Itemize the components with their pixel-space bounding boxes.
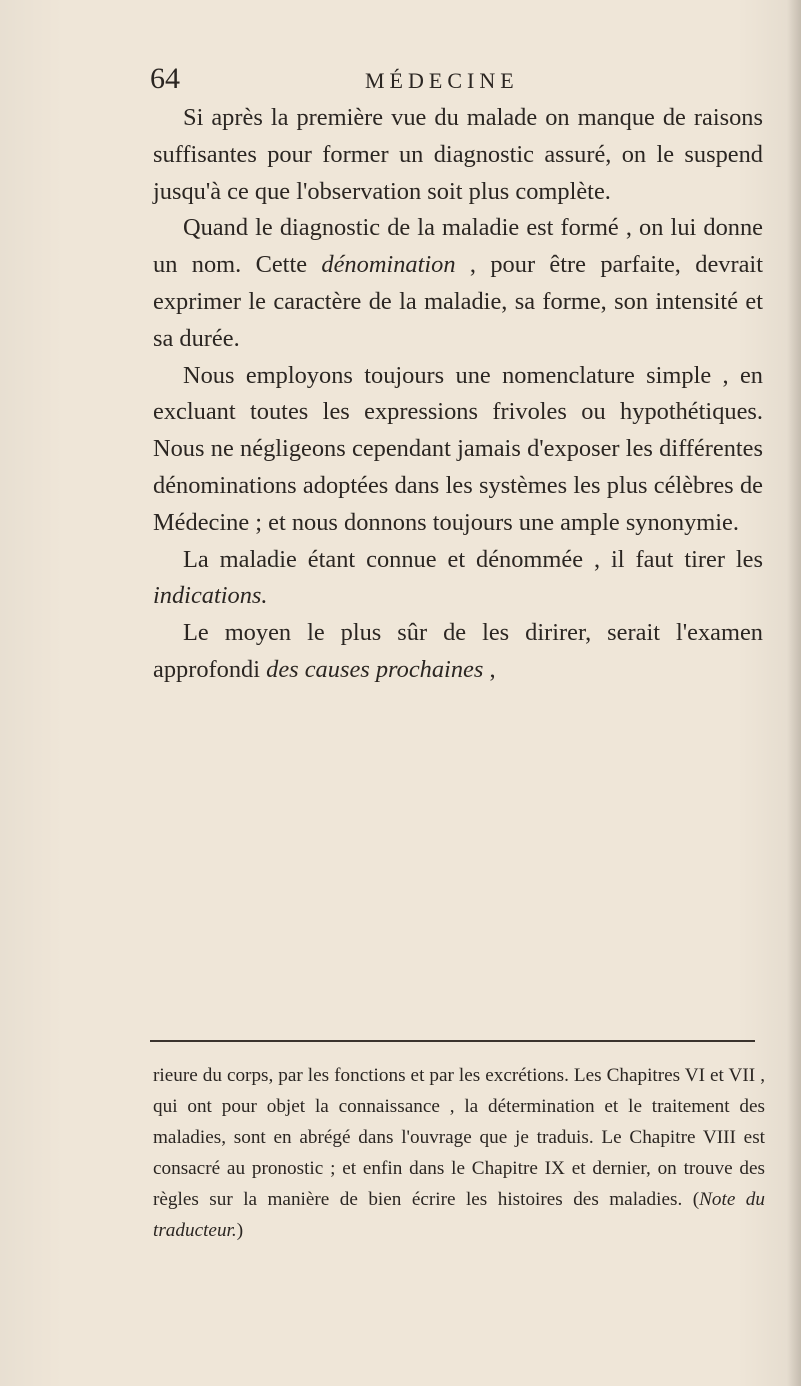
footnote-text-before: rieure du corps, par les fonctions et par les excrétions. Les Chapitres VI et VII , qui ont pour objet la connaissance , la détermination et le traitement des maladies, sont en abrégé dans l'ouvrage que je traduis. Le Chapitre VIII est consacré au pronostic ; et enfin dans le Chapitre IX et dernier, on trouve des règles sur la manière de bien écrire les histoires des maladies. ( bbox=[153, 1065, 765, 1210]
footnote-italic-note: Note du traducteur. bbox=[153, 1189, 765, 1241]
paragraph-5-text-before: Le moyen le plus sûr de les dirirer, serait l'examen approfondi bbox=[153, 619, 763, 683]
paragraph-1-text: Si après la première vue du malade on manque de raisons suffisantes pour former un diagnostic assuré, on le suspend jusqu'à ce que l'observation soit plus complète. bbox=[153, 104, 763, 205]
paragraph-3 bbox=[153, 358, 763, 542]
page-header bbox=[150, 52, 740, 102]
paragraph-1 bbox=[153, 100, 763, 210]
paragraph-4 bbox=[153, 542, 763, 616]
footnote-text-after: ) bbox=[236, 1220, 244, 1241]
paragraph-4-text-before: La maladie étant connue et dénommée , il faut tirer les bbox=[183, 545, 763, 573]
footnote-separator-rule bbox=[150, 1040, 755, 1042]
paragraph-5-italic-term: des causes prochaines bbox=[266, 655, 484, 683]
paragraph-2-italic-term: dénomination bbox=[321, 251, 456, 279]
footnote bbox=[153, 1060, 765, 1246]
paragraph-4-italic-term: indications. bbox=[153, 582, 268, 610]
page-number: 64 bbox=[150, 62, 180, 95]
page-edge-shadow bbox=[787, 0, 801, 1386]
paragraph-2-text-after: , pour être parfaite, devrait exprimer le caractère de la maladie, sa forme, son intensité et sa durée. bbox=[153, 251, 763, 352]
footnote-paragraph bbox=[153, 1060, 765, 1246]
paragraph-2-text-before: Quand le diagnostic de la maladie est formé , on lui donne un nom. Cette bbox=[153, 214, 763, 279]
running-head: MÉDECINE bbox=[365, 68, 519, 93]
paragraph-5 bbox=[153, 615, 763, 689]
paragraph-2 bbox=[153, 210, 763, 357]
paragraph-5-text-after: , bbox=[483, 655, 496, 683]
main-text bbox=[153, 100, 763, 689]
paragraph-3-text: Nous employons toujours une nomenclature simple , en excluant toutes les expressions frivoles ou hypothétiques. Nous ne négligeons cependant jamais d'exposer les différentes dénominations adoptées dans les systèmes les plus célèbres de Médecine ; et nous donnons toujours une ample synonymie. bbox=[153, 361, 763, 536]
